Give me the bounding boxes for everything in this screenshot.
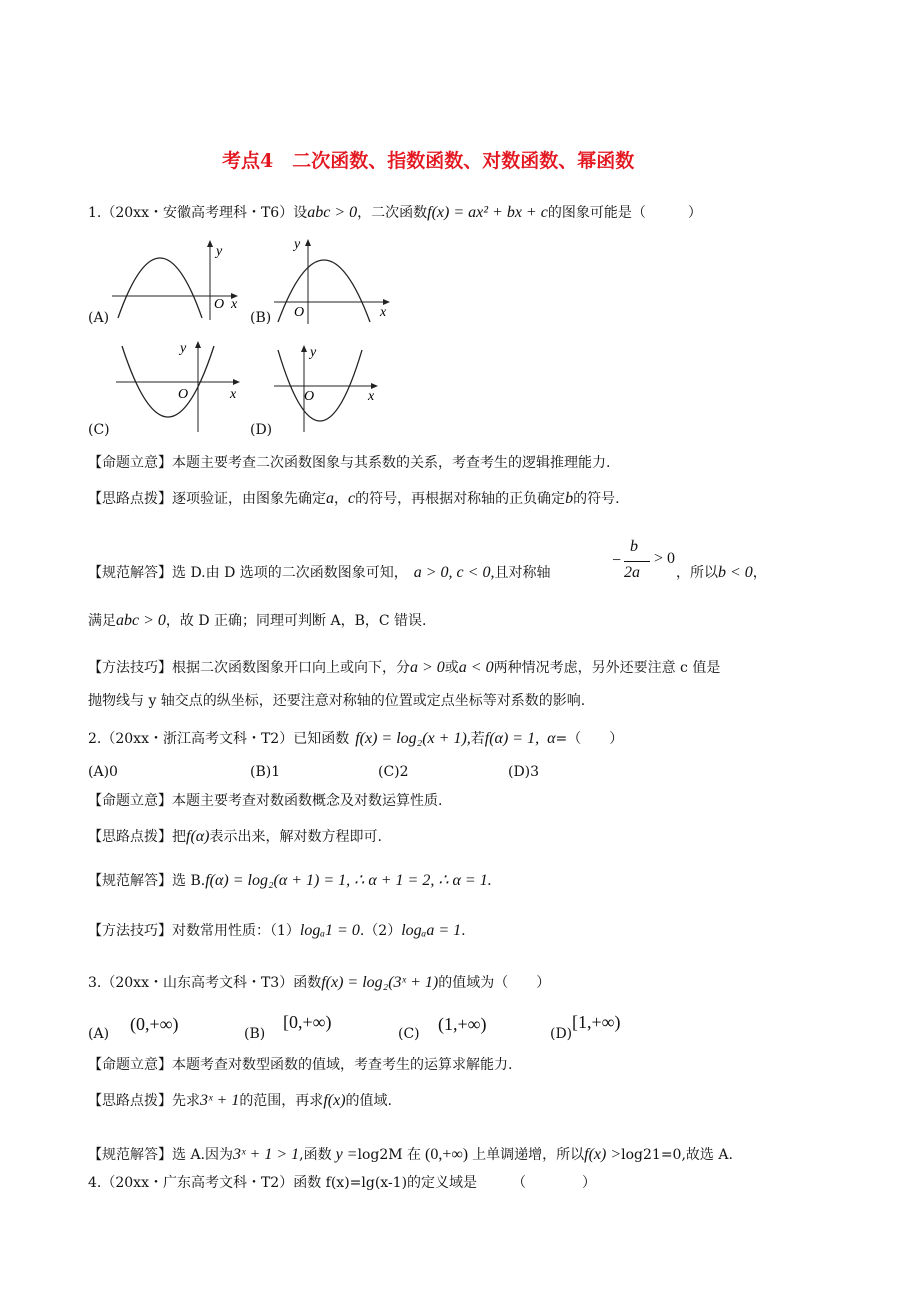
graph-b xyxy=(272,236,396,326)
q3-sol-math-3: (0,+∞) xyxy=(425,1146,469,1163)
q2-method-text-2: .（2） xyxy=(359,923,402,939)
q1-frac-minus: − xyxy=(612,552,622,569)
q1-sol-math-2: b < 0 xyxy=(718,564,753,581)
q3-sol-text-4: 上单调递增，所以 xyxy=(472,1147,585,1163)
q2-solution xyxy=(88,870,492,890)
q3-hint-math-2: f(x) xyxy=(323,1092,346,1109)
option-a-label: (A) xyxy=(88,310,110,326)
q1-sol2-text-2: ，故 D 正确；同理可判断 A，B，C 错误. xyxy=(165,613,427,629)
q2-option-d: (D)3 xyxy=(508,764,540,780)
q2-method-math-2: logₐa = 1 xyxy=(401,922,462,939)
q2-suffix: =（ ） xyxy=(555,731,624,747)
graph-c-y-label: y xyxy=(180,341,187,356)
q1-solution-line1b xyxy=(676,562,767,582)
q2-method-text-3: . xyxy=(461,923,466,939)
graph-a-o-label: O xyxy=(214,297,225,312)
q3-option-b-label: (B) xyxy=(244,1026,266,1042)
q1-sol2-math: abc > 0 xyxy=(116,612,166,629)
q3-hint-text-1: 【思路点拨】先求 xyxy=(88,1093,200,1109)
q2-option-c: (C)2 xyxy=(378,764,409,780)
q3-solution xyxy=(88,1144,733,1164)
q2-mid: 若 xyxy=(470,731,485,747)
q3-sol-text-1: 【规范解答】选 A.因为 xyxy=(88,1147,234,1163)
q1-solution-line2 xyxy=(88,610,427,630)
q3-stem xyxy=(88,972,550,992)
graph-a-x-label: x xyxy=(231,297,238,312)
graph-d-o-label: O xyxy=(304,389,315,404)
q2-hint-text-1: 【思路点拨】把 xyxy=(88,829,186,845)
q1-frac-den: 2a xyxy=(624,564,640,581)
q3-option-a-value: (0,+∞) xyxy=(130,1014,179,1034)
q3-option-d-value: [1,+∞) xyxy=(572,1012,621,1032)
q1-method-text-2: 或 xyxy=(444,660,459,676)
q2-hint-math: f(α) xyxy=(186,828,210,845)
q1-sol-text-3: ，所以 xyxy=(676,565,718,581)
q3-sol-text-3: log2M 在 xyxy=(357,1147,422,1163)
q3-sol-text-5: log21=0,故选 A. xyxy=(621,1147,733,1163)
q1-method-line2: 抛物线与 y 轴交点的纵坐标，还要注意对称轴的位置或定点坐标等对系数的影响. xyxy=(88,693,586,709)
q1-sol-text-1: 【规范解答】选 D.由 D 选项的二次函数图象可知， xyxy=(88,565,408,581)
graph-b-y-label: y xyxy=(294,237,301,252)
q2-option-a: (A)0 xyxy=(88,764,118,780)
q1-func: f(x) = ax² + bx + c xyxy=(427,204,548,221)
q3-sol-math-4: f(x) > xyxy=(584,1146,622,1163)
q3-suffix: 的值域为（ ） xyxy=(438,975,551,991)
q3-sol-math-1: 3ˣ + 1 > 1 xyxy=(233,1146,300,1163)
q1-method-math-2: a < 0 xyxy=(458,659,494,676)
graph-b-x-label: x xyxy=(380,305,387,320)
q1-solution-line1 xyxy=(88,562,550,582)
q1-suffix: 的图象可能是（ ） xyxy=(547,205,702,221)
q3-sol-math-2: y = xyxy=(335,1146,358,1163)
q3-hint-math-1: 3ˣ + 1 xyxy=(200,1092,240,1109)
q2-method xyxy=(88,920,466,940)
q3-prefix: 3.（20xx・山东高考文科・T3）函数 xyxy=(88,975,322,991)
q3-option-d-label: (D) xyxy=(550,1026,573,1042)
q1-sol-math-1: a > 0, c < 0, xyxy=(413,564,495,581)
q1-hint xyxy=(88,488,620,508)
q1-sol-text-2: 且对称轴 xyxy=(494,565,551,581)
q1-hint-text-2: ， xyxy=(334,491,348,507)
graph-d-y-label: y xyxy=(310,345,317,360)
q1-frac-num: b xyxy=(630,538,638,555)
q1-hint-text-4: 的符号. xyxy=(573,491,620,507)
q1-stem xyxy=(88,202,702,222)
q3-hint-text-3: 的值域. xyxy=(345,1093,392,1109)
q2-prefix: 2.（20xx・浙江高考文科・T2）已知函数 xyxy=(88,731,350,747)
option-d-label: (D) xyxy=(250,422,273,438)
q3-option-b-value: [0,+∞) xyxy=(283,1012,332,1032)
q2-func: f(x) = log₂(x + 1), xyxy=(355,730,471,747)
q3-sol-text-2: ,函数 xyxy=(299,1147,332,1163)
graph-d-x-label: x xyxy=(368,389,375,404)
q3-hint xyxy=(88,1090,392,1110)
q1-method-line1 xyxy=(88,657,720,677)
q3-func: f(x) = log₂(3ˣ + 1) xyxy=(321,974,439,991)
q1-sol-text-4: ， xyxy=(752,565,767,581)
q3-hint-text-2: 的范围，再求 xyxy=(239,1093,324,1109)
q2-cond: f(α) = 1, xyxy=(484,730,540,747)
q1-prefix: 1.（20xx・安徽高考理科・T6）设 xyxy=(88,205,308,221)
q2-hint-text-2: 表示出来，解对数方程即可. xyxy=(209,829,382,845)
q2-alpha: α xyxy=(547,730,556,747)
q2-hint xyxy=(88,826,382,846)
q1-sol2-text-1: 满足 xyxy=(88,613,116,629)
q1-cond: abc > 0 xyxy=(307,204,358,221)
q2-option-b: (B)1 xyxy=(250,764,281,780)
q1-hint-var-a: a xyxy=(326,490,334,507)
q1-method-text-1: 【方法技巧】根据二次函数图象开口向上或向下，分 xyxy=(88,660,410,676)
option-c-label: (C) xyxy=(88,422,110,438)
q1-intent: 【命题立意】本题主要考查二次函数图象与其系数的关系，考查考生的逻辑推理能力. xyxy=(88,455,611,471)
graph-c xyxy=(112,338,246,434)
q3-option-a-label: (A) xyxy=(88,1026,110,1042)
page-title: 考点4 二次函数、指数函数、对数函数、幂函数 xyxy=(222,150,635,172)
graph-a-y-label: y xyxy=(216,244,223,259)
graph-c-x-label: x xyxy=(230,387,237,402)
graph-d xyxy=(270,342,384,434)
q2-method-text-1: 【方法技巧】对数常用性质：（1） xyxy=(88,923,300,939)
q1-hint-text-3: 的符号，再根据对称轴的正负确定 xyxy=(355,491,566,507)
q2-intent: 【命题立意】本题主要考查对数函数概念及对数运算性质. xyxy=(88,793,443,809)
q3-option-c-label: (C) xyxy=(398,1026,420,1042)
q2-sol-text: 【规范解答】选 B. xyxy=(88,873,206,889)
graph-b-o-label: O xyxy=(294,305,305,320)
q2-method-math-1: logₐ1 = 0 xyxy=(299,922,360,939)
q1-hint-text-1: 【思路点拨】逐项验证，由图象先确定 xyxy=(88,491,326,507)
graph-a xyxy=(110,238,250,322)
q3-option-c-value: (1,+∞) xyxy=(438,1014,487,1034)
q1-method-math-1: a > 0 xyxy=(410,659,445,676)
q1-frac-bar xyxy=(624,561,650,562)
q3-intent: 【命题立意】本题考查对数型函数的值域，考查考生的运算求解能力. xyxy=(88,1057,513,1073)
q1-hint-var-b: b xyxy=(565,490,574,507)
q1-method-text-3: 两种情况考虑，另外还要注意 c 值是 xyxy=(493,660,721,676)
q2-stem xyxy=(88,728,623,748)
option-b-label: (B) xyxy=(250,310,272,326)
q2-sol-math: f(α) = log₂(α + 1) = 1, ∴ α + 1 = 2, ∴ α = 1. xyxy=(205,872,492,889)
q1-frac-rhs: > 0 xyxy=(654,550,676,567)
q4-stem: 4.（20xx・广东高考文科・T2）函数 f(x)=lg(x-1)的定义域是 （ ） xyxy=(88,1175,597,1191)
graph-c-o-label: O xyxy=(178,387,189,402)
q1-mid: ，二次函数 xyxy=(357,205,428,221)
q1-hint-var-c: c xyxy=(348,490,356,507)
